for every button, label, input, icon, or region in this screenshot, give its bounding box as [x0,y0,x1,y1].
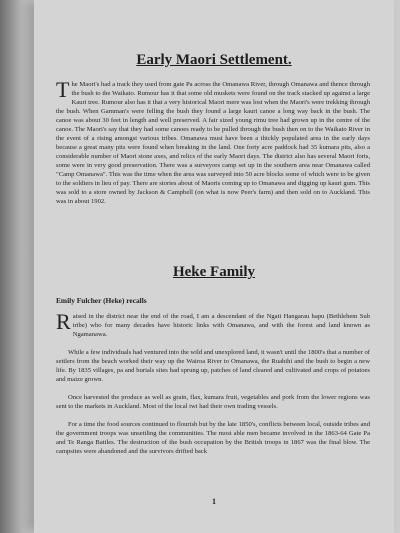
section-title-early-maori-settlement: Early Maori Settlement. [136,52,292,68]
byline: Emily Fulcher (Heke) recalls [56,296,147,305]
section-title-heke-family: Heke Family [172,264,256,280]
heke-paragraph-4: For a time the food sources continued to flourish but by the late 1850's, conflicts between local, outside tribes and the government troops was unsettling the communities. The most able men became involved in the 1863-64 Gate Pa and Te Ranga Battles. The destruction of the bush occupation by the British troops in 1867 was the final blow. The campsites were abandoned and the survivors drifted back [56,421,370,455]
heke-paragraph-2: While a few individuals had ventured into the wild and unexplored land, it wasn't until the 1800's that a number of settlers from the beach worked their way up the Wairoa River to Omanawa, the Ruahihi and the bush to begin a new life. By 1835 villages, pa and burials sites had sprung up, patches of land cleared and cultivated and crops of potatoes and maize grown. [56,349,370,383]
document-page [34,0,394,533]
drop-cap-t: T [56,77,70,102]
drop-cap-r: R [56,309,71,334]
early-settlement-paragraph [56,77,370,206]
heke-paragraph-1-text: aised in the district near the end of the road, I am a descendant of the Ngati Hangarau hapu (Bethlehem Sub tribe) who for many decades have historic links with Omanawa, and with the forest and land known as Ngamanawa. [72,313,370,338]
heke-paragraph-1 [56,309,370,339]
early-settlement-text: he Maori's had a track they used from gate Pa across the Omanawa River, through Omanawa and thence through the bush to the Waikato. Rumour has it that some old muskets were found on the track stacked up against a large Kauri tree. Rumour also has it that a very historical Maori mere was lost when the Maori's were trekking through the bush. When Gamman's were felling the bush they found a large kauri canoe a long way back in the bush. The canoe was about 30 feet in length and well preserved. A fair sized young rimu tree had grown up in the centre of the canoe. The Maori's say that they had some canoes ready to be pulled through the bush then on to the Waikato River in the event of a rising amongst various tribes. Omanawa must have been a thickly populated area in the early days because a great many pits were found when breaking in the land. One forty acre paddock had 35 kumara pits, also a considerable number of Maori stone axes, and relics of the early Maori days. The district also has several Maori forts, some were in very good preservation. There was a surveyors camp set up in the southern area near Omanawa called "Camp Omanawa". This was the time when the area was surveyed into 50 acre blocks some of which were to be given to the soldiers in lieu of pay. There are stories about of Maoris coming up to Omanawa and digging up kauri gum. This was sold to a store owned by Jackson & Campbell (on what is now Peer's farm) and then sold on to Auckland. This was in about 1902. [56,81,370,205]
page-number: 1 [212,497,216,506]
heke-paragraph-3: Once harvested the produce as well as grain, flax, kumara fruit, vegetables and pork from the lower regions was sent to the markets in Auckland. Most of the local iwi had their own trading vessels. [56,394,370,410]
